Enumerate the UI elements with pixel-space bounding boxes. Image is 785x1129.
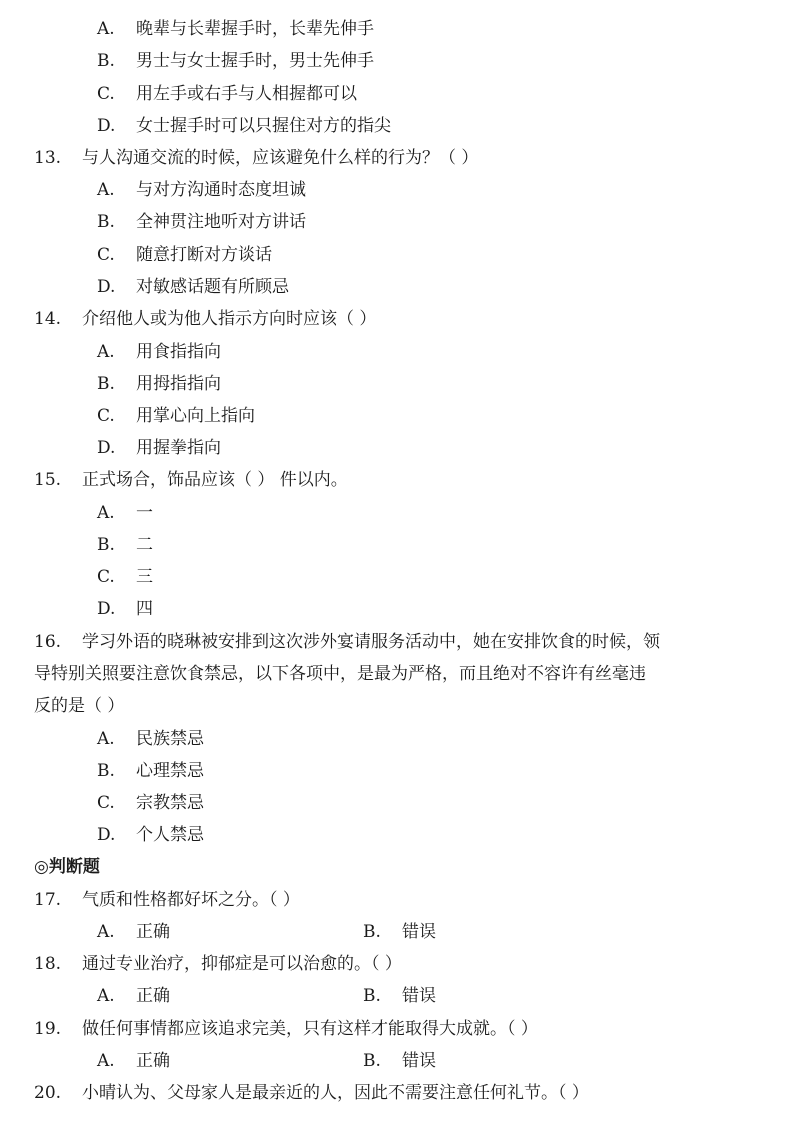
option-letter: A. [97, 180, 115, 200]
option-letter: C. [97, 406, 115, 426]
option-text: 民族禁忌 [136, 729, 204, 749]
question-number: 16. [34, 632, 62, 652]
section-title: ◎判断题 [34, 857, 100, 877]
option-letter: B. [97, 761, 115, 781]
option-text: 对敏感话题有所顾忌 [136, 277, 289, 297]
option-text: 三 [136, 567, 153, 587]
option-letter: D. [97, 116, 116, 136]
option-letter: B. [97, 51, 115, 71]
option-letter: B. [363, 922, 381, 942]
option-text: 用拇指指向 [136, 374, 221, 394]
option-text: 心理禁忌 [136, 761, 204, 781]
question-number: 20. [34, 1083, 62, 1103]
option-text: 用掌心向上指向 [136, 406, 255, 426]
option-letter: B. [97, 535, 115, 555]
option-text: 用握拳指向 [136, 438, 221, 458]
option-letter: B. [97, 374, 115, 394]
option-text: 错误 [402, 986, 436, 1006]
option-text: 宗教禁忌 [136, 793, 204, 813]
option-text: 一 [136, 503, 153, 523]
option-letter: A. [97, 19, 115, 39]
option-text: 男士与女士握手时，男士先伸手 [136, 51, 374, 71]
option-letter: D. [97, 825, 116, 845]
option-letter: D. [97, 277, 116, 297]
option-letter: C. [97, 245, 115, 265]
option-text: 随意打断对方谈话 [136, 245, 272, 265]
option-text: 正确 [136, 986, 170, 1006]
option-text: 女士握手时可以只握住对方的指尖 [136, 116, 391, 136]
option-letter: A. [97, 342, 115, 362]
question-text: 学习外语的晓琳被安排到这次涉外宴请服务活动中，她在安排饮食的时候，领 [82, 632, 660, 652]
question-text: 介绍他人或为他人指示方向时应该（ ） [82, 309, 377, 329]
question-number: 14. [34, 309, 62, 329]
option-letter: B. [363, 986, 381, 1006]
option-letter: A. [97, 1051, 115, 1071]
question-text: 小晴认为、父母家人是最亲近的人，因此不需要注意任何礼节。（ ） [82, 1083, 589, 1103]
question-number: 15. [34, 470, 62, 490]
option-text: 错误 [402, 1051, 436, 1071]
option-letter: A. [97, 729, 115, 749]
option-text: 错误 [402, 922, 436, 942]
option-letter: A. [97, 922, 115, 942]
option-text: 正确 [136, 1051, 170, 1071]
option-text: 用左手或右手与人相握都可以 [136, 84, 357, 104]
option-text: 全神贯注地听对方讲话 [136, 212, 306, 232]
option-letter: A. [97, 503, 115, 523]
option-text: 与对方沟通时态度坦诚 [136, 180, 306, 200]
question-text: 正式场合，饰品应该（ ） 件以内。 [82, 470, 348, 490]
question-text: 气质和性格都好坏之分。（ ） [82, 890, 300, 910]
option-text: 用食指指向 [136, 342, 221, 362]
option-letter: B. [363, 1051, 381, 1071]
question-number: 18. [34, 954, 62, 974]
option-letter: C. [97, 84, 115, 104]
option-text: 晚辈与长辈握手时，长辈先伸手 [136, 19, 374, 39]
option-letter: A. [97, 986, 115, 1006]
option-letter: D. [97, 438, 116, 458]
question-number: 13. [34, 148, 62, 168]
option-text: 正确 [136, 922, 170, 942]
question-text: 与人沟通交流的时候，应该避免什么样的行为？（ ） [82, 148, 479, 168]
question-number: 19. [34, 1019, 62, 1039]
option-letter: B. [97, 212, 115, 232]
option-text: 四 [136, 599, 153, 619]
question-text: 通过专业治疗，抑郁症是可以治愈的。（ ） [82, 954, 402, 974]
question-text: 导特别关照要注意饮食禁忌，以下各项中，是最为严格，而且绝对不容许有丝毫违 [34, 664, 646, 684]
option-letter: C. [97, 567, 115, 587]
question-text: 做任何事情都应该追求完美，只有这样才能取得大成就。（ ） [82, 1019, 538, 1039]
question-text: 反的是（ ） [34, 696, 125, 716]
option-text: 个人禁忌 [136, 825, 204, 845]
option-text: 二 [136, 535, 153, 555]
option-letter: C. [97, 793, 115, 813]
question-number: 17. [34, 890, 62, 910]
option-letter: D. [97, 599, 116, 619]
